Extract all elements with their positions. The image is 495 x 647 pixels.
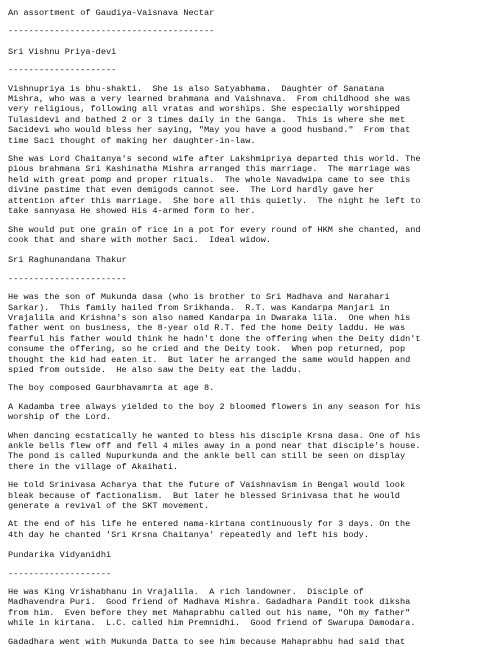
paragraph: At the end of his life he entered nama-kirtana continuously for 3 days. On the 4th day he chanted 'Sri Krsna Chaitanya' repeatedly and left his body. xyxy=(8,519,411,540)
section-vishnu-priya xyxy=(8,47,495,246)
section-underline: -------------------- xyxy=(8,568,112,579)
section-raghunandana-thakur xyxy=(8,255,495,540)
title-underline: ---------------------------------------- xyxy=(8,26,215,37)
section-heading: Sri Raghunandana Thakur xyxy=(8,255,127,266)
section-underline: --------------------- xyxy=(8,65,117,76)
paragraph: He told Srinivasa Acharya that the future of Vaishnavism in Bengal would look bleak because of factionalism. But later he blessed Srinivasa that he would generate a revival of the SKT movement. xyxy=(8,480,406,512)
paragraph: When dancing ecstatically he wanted to bless his disciple Krsna dasa. One of his ankle bells flew off and fell 4 miles away in a pond near that disciple's house. The pond is called Nupurkunda and the ankle bell can still be seen on display there in the village of Akaihati. xyxy=(8,430,421,472)
section-pundarika-vidyanidhi xyxy=(8,550,495,647)
paragraph: She was Lord Chaitanya's second wife after Lakshmipriya departed this world. The pious brahmana Sri Kashinatha Mishra arranged this marriage. The marriage was held with great pomp and proper rituals. The whole Navadwipa came to see this divine pastime that even demigods cannot see. The Lord hardly gave her attention after this marriage. She bore all this quietly. The night he left to take sannyasa He showed His 4-armed form to her. xyxy=(8,154,421,217)
paragraph: He was King Vrishabhanu in Vrajalila. A rich landowner. Disciple of Madhavendra Puri. Good friend of Madhava Mishra. Gadadhara Pandit took diksha from him. Even before they met Mahaprabhu called out his name, "Oh my father" while in kirtana. L.C. called him Premnidhi. Good friend of Swarupa Damodara. xyxy=(8,587,416,629)
paragraph: The boy composed Gaurbhavamrta at age 8. xyxy=(8,383,215,394)
section-heading: Pundarika Vidyanidhi xyxy=(8,550,112,561)
paragraph: Vishnupriya is bhu-shakti. She is also Satyabhama. Daughter of Sanatana Mishra, who was a very learned brahmana and Vaishnava. From childhood she was very religious, following all vratas and worships. She especially worshipped Tulasidevi and bathed 2 or 3 times daily in the Ganga. This is where she met Sacidevi who would bless her saying, "May you have a good husband." From that time Saci thought of making her daughter-in-law. xyxy=(8,83,411,146)
document-title: An assortment of Gaudiya-Vaisnava Nectar xyxy=(8,8,215,18)
section-underline: ----------------------- xyxy=(8,273,127,284)
paragraph: He was the son of Mukunda dasa (who is brother to Sri Madhava and Narahari Sarkar). This family hailed from Srikhanda. R.T. was Kandarpa Manjari in Vrajalila and Krishna's son also named Kandarpa in Dwaraka lila. One when his father went on business, the 8-year old R.T. fed the home Deity laddu. He was fearful his father would think he hadn't done the offering when the Deity didn't consume the offering, so he cried and the Deity took. When pop returned, pop thought the kid had eaten it. But later he arranged the same would happen and spied from outside. He also saw the Deity eat the laddu. xyxy=(8,292,421,375)
section-heading: Sri Vishnu Priya-devi xyxy=(8,46,117,57)
paragraph: She would put one grain of rice in a pot for every round of HKM she chanted, and cook that and share with mother Saci. Ideal widow. xyxy=(8,224,421,245)
paragraph: A Kadamba tree always yielded to the boy 2 bloomed flowers in any season for his worship of the Lord. xyxy=(8,401,421,423)
paragraph: Gadadhara went with Mukunda Datta to see him because Mahaprabhu had said that xyxy=(8,636,406,647)
